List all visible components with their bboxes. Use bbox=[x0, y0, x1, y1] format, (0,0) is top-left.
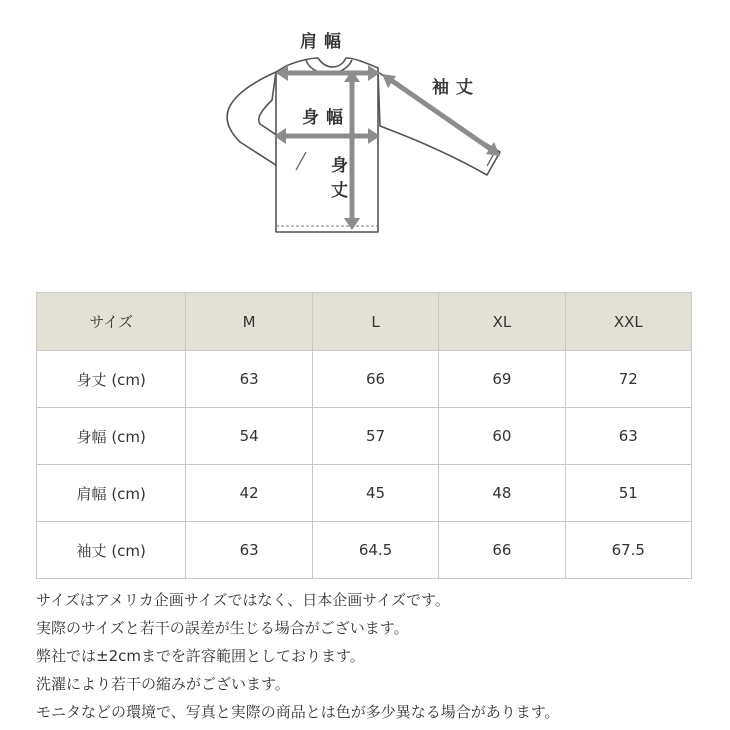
body-width-label: 身幅 bbox=[302, 108, 350, 128]
table-cell: 42 bbox=[186, 465, 312, 522]
measurement-diagram bbox=[0, 0, 730, 270]
table-row bbox=[37, 522, 692, 579]
table-cell: 45 bbox=[312, 465, 438, 522]
size-table bbox=[36, 292, 692, 579]
table-cell: 72 bbox=[565, 351, 691, 408]
note-line: 実際のサイズと若干の誤差が生じる場合がございます。 bbox=[36, 619, 409, 637]
note-line: モニタなどの環境で、写真と実際の商品とは色が多少異なる場合があります。 bbox=[36, 703, 560, 721]
table-row bbox=[37, 351, 692, 408]
header-cell-xl: XL bbox=[439, 293, 565, 351]
header-cell-xxl: XXL bbox=[565, 293, 691, 351]
table-cell: 66 bbox=[312, 351, 438, 408]
table-cell: 63 bbox=[565, 408, 691, 465]
table-cell: 51 bbox=[565, 465, 691, 522]
row-label: 身丈 (cm) bbox=[37, 351, 186, 408]
size-notes bbox=[36, 586, 696, 726]
table-cell: 57 bbox=[312, 408, 438, 465]
header-cell-size: サイズ bbox=[37, 293, 186, 351]
table-cell: 69 bbox=[439, 351, 565, 408]
note-line: サイズはアメリカ企画サイズではなく、日本企画サイズです。 bbox=[36, 591, 450, 609]
table-row bbox=[37, 465, 692, 522]
shoulder-width-label: 肩幅 bbox=[300, 32, 348, 52]
sleeve-length-label: 袖丈 bbox=[432, 78, 480, 98]
table-cell: 54 bbox=[186, 408, 312, 465]
table-row bbox=[37, 408, 692, 465]
row-label: 肩幅 (cm) bbox=[37, 465, 186, 522]
body-length-label: 身丈 bbox=[327, 156, 347, 206]
row-label: 身幅 (cm) bbox=[37, 408, 186, 465]
table-cell: 63 bbox=[186, 522, 312, 579]
note-line: 弊社では±2cmまでを許容範囲としております。 bbox=[36, 647, 365, 665]
table-header-row bbox=[37, 293, 692, 351]
header-cell-m: M bbox=[186, 293, 312, 351]
table-cell: 63 bbox=[186, 351, 312, 408]
header-cell-l: L bbox=[312, 293, 438, 351]
table-cell: 48 bbox=[439, 465, 565, 522]
table-cell: 66 bbox=[439, 522, 565, 579]
table-cell: 64.5 bbox=[312, 522, 438, 579]
table-cell: 60 bbox=[439, 408, 565, 465]
table-cell: 67.5 bbox=[565, 522, 691, 579]
note-line: 洗濯により若干の縮みがございます。 bbox=[36, 675, 290, 693]
shirt-illustration bbox=[0, 0, 730, 270]
row-label: 袖丈 (cm) bbox=[37, 522, 186, 579]
